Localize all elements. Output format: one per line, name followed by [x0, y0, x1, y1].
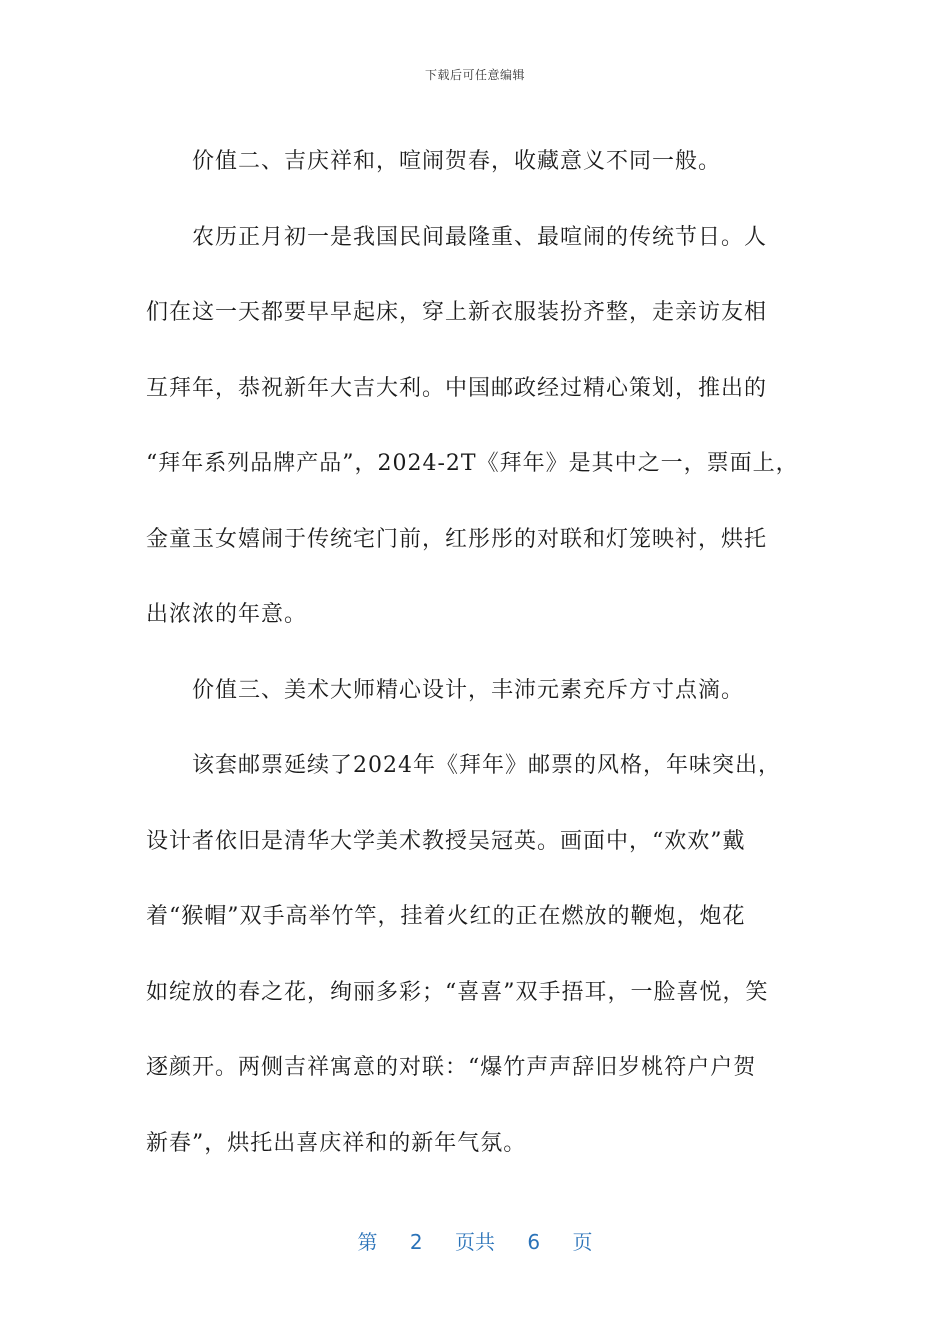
text-line: 们在这一天都要早早起床，穿上新衣服装扮齐整，走亲访友相 — [146, 300, 768, 325]
text-line: 互拜年，恭祝新年大吉大利。中国邮政经过精心策划，推出的 — [146, 375, 768, 401]
text-line: 价值二、吉庆祥和，喧闹贺春，收藏意义不同一般。 — [192, 149, 722, 174]
text-line: 农历正月初一是我国民间最隆重、最喧闹的传统节日。人 — [192, 224, 768, 250]
footer-suffix: 页 — [572, 1230, 593, 1254]
paragraph — [146, 200, 836, 653]
current-page-number: 2 — [409, 1230, 423, 1254]
text-line: 设计者依旧是清华大学美术教授吴冠英。画面中，“欢欢”戴 — [146, 828, 746, 854]
paragraph — [146, 653, 836, 729]
text-line: “拜年系列品牌产品”，2024-2T《拜年》是其中之一，票面上， — [146, 451, 799, 476]
footer-middle: 页共 — [455, 1230, 495, 1254]
text-line: 着“猴帽”双手高举竹竿，挂着火红的正在燃放的鞭炮，炮花 — [146, 904, 746, 929]
total-pages-number: 6 — [527, 1230, 541, 1254]
footer-prefix: 第 — [357, 1230, 378, 1254]
page-footer — [0, 1226, 950, 1255]
paragraph — [146, 124, 836, 200]
document-body — [146, 124, 836, 1181]
text-line: 逐颜开。两侧吉祥寓意的对联：“爆竹声声辞旧岁桃符户户贺 — [146, 1055, 757, 1080]
text-line: 价值三、美术大师精心设计，丰沛元素充斥方寸点滴。 — [192, 677, 745, 703]
text-line: 该套邮票延续了2024年《拜年》邮票的风格，年味突出， — [192, 753, 781, 778]
header-note: 下载后可任意编辑 — [424, 68, 525, 82]
paragraph — [146, 728, 836, 1181]
text-line: 金童玉女嬉闹于传统宅门前，红彤彤的对联和灯笼映衬，烘托 — [146, 526, 768, 552]
text-line: 如绽放的春之花，绚丽多彩；“喜喜”双手捂耳，一脸喜悦，笑 — [146, 979, 769, 1005]
text-line: 出浓浓的年意。 — [146, 602, 308, 627]
text-line: 新春”，烘托出喜庆祥和的新年气氛。 — [146, 1130, 527, 1156]
